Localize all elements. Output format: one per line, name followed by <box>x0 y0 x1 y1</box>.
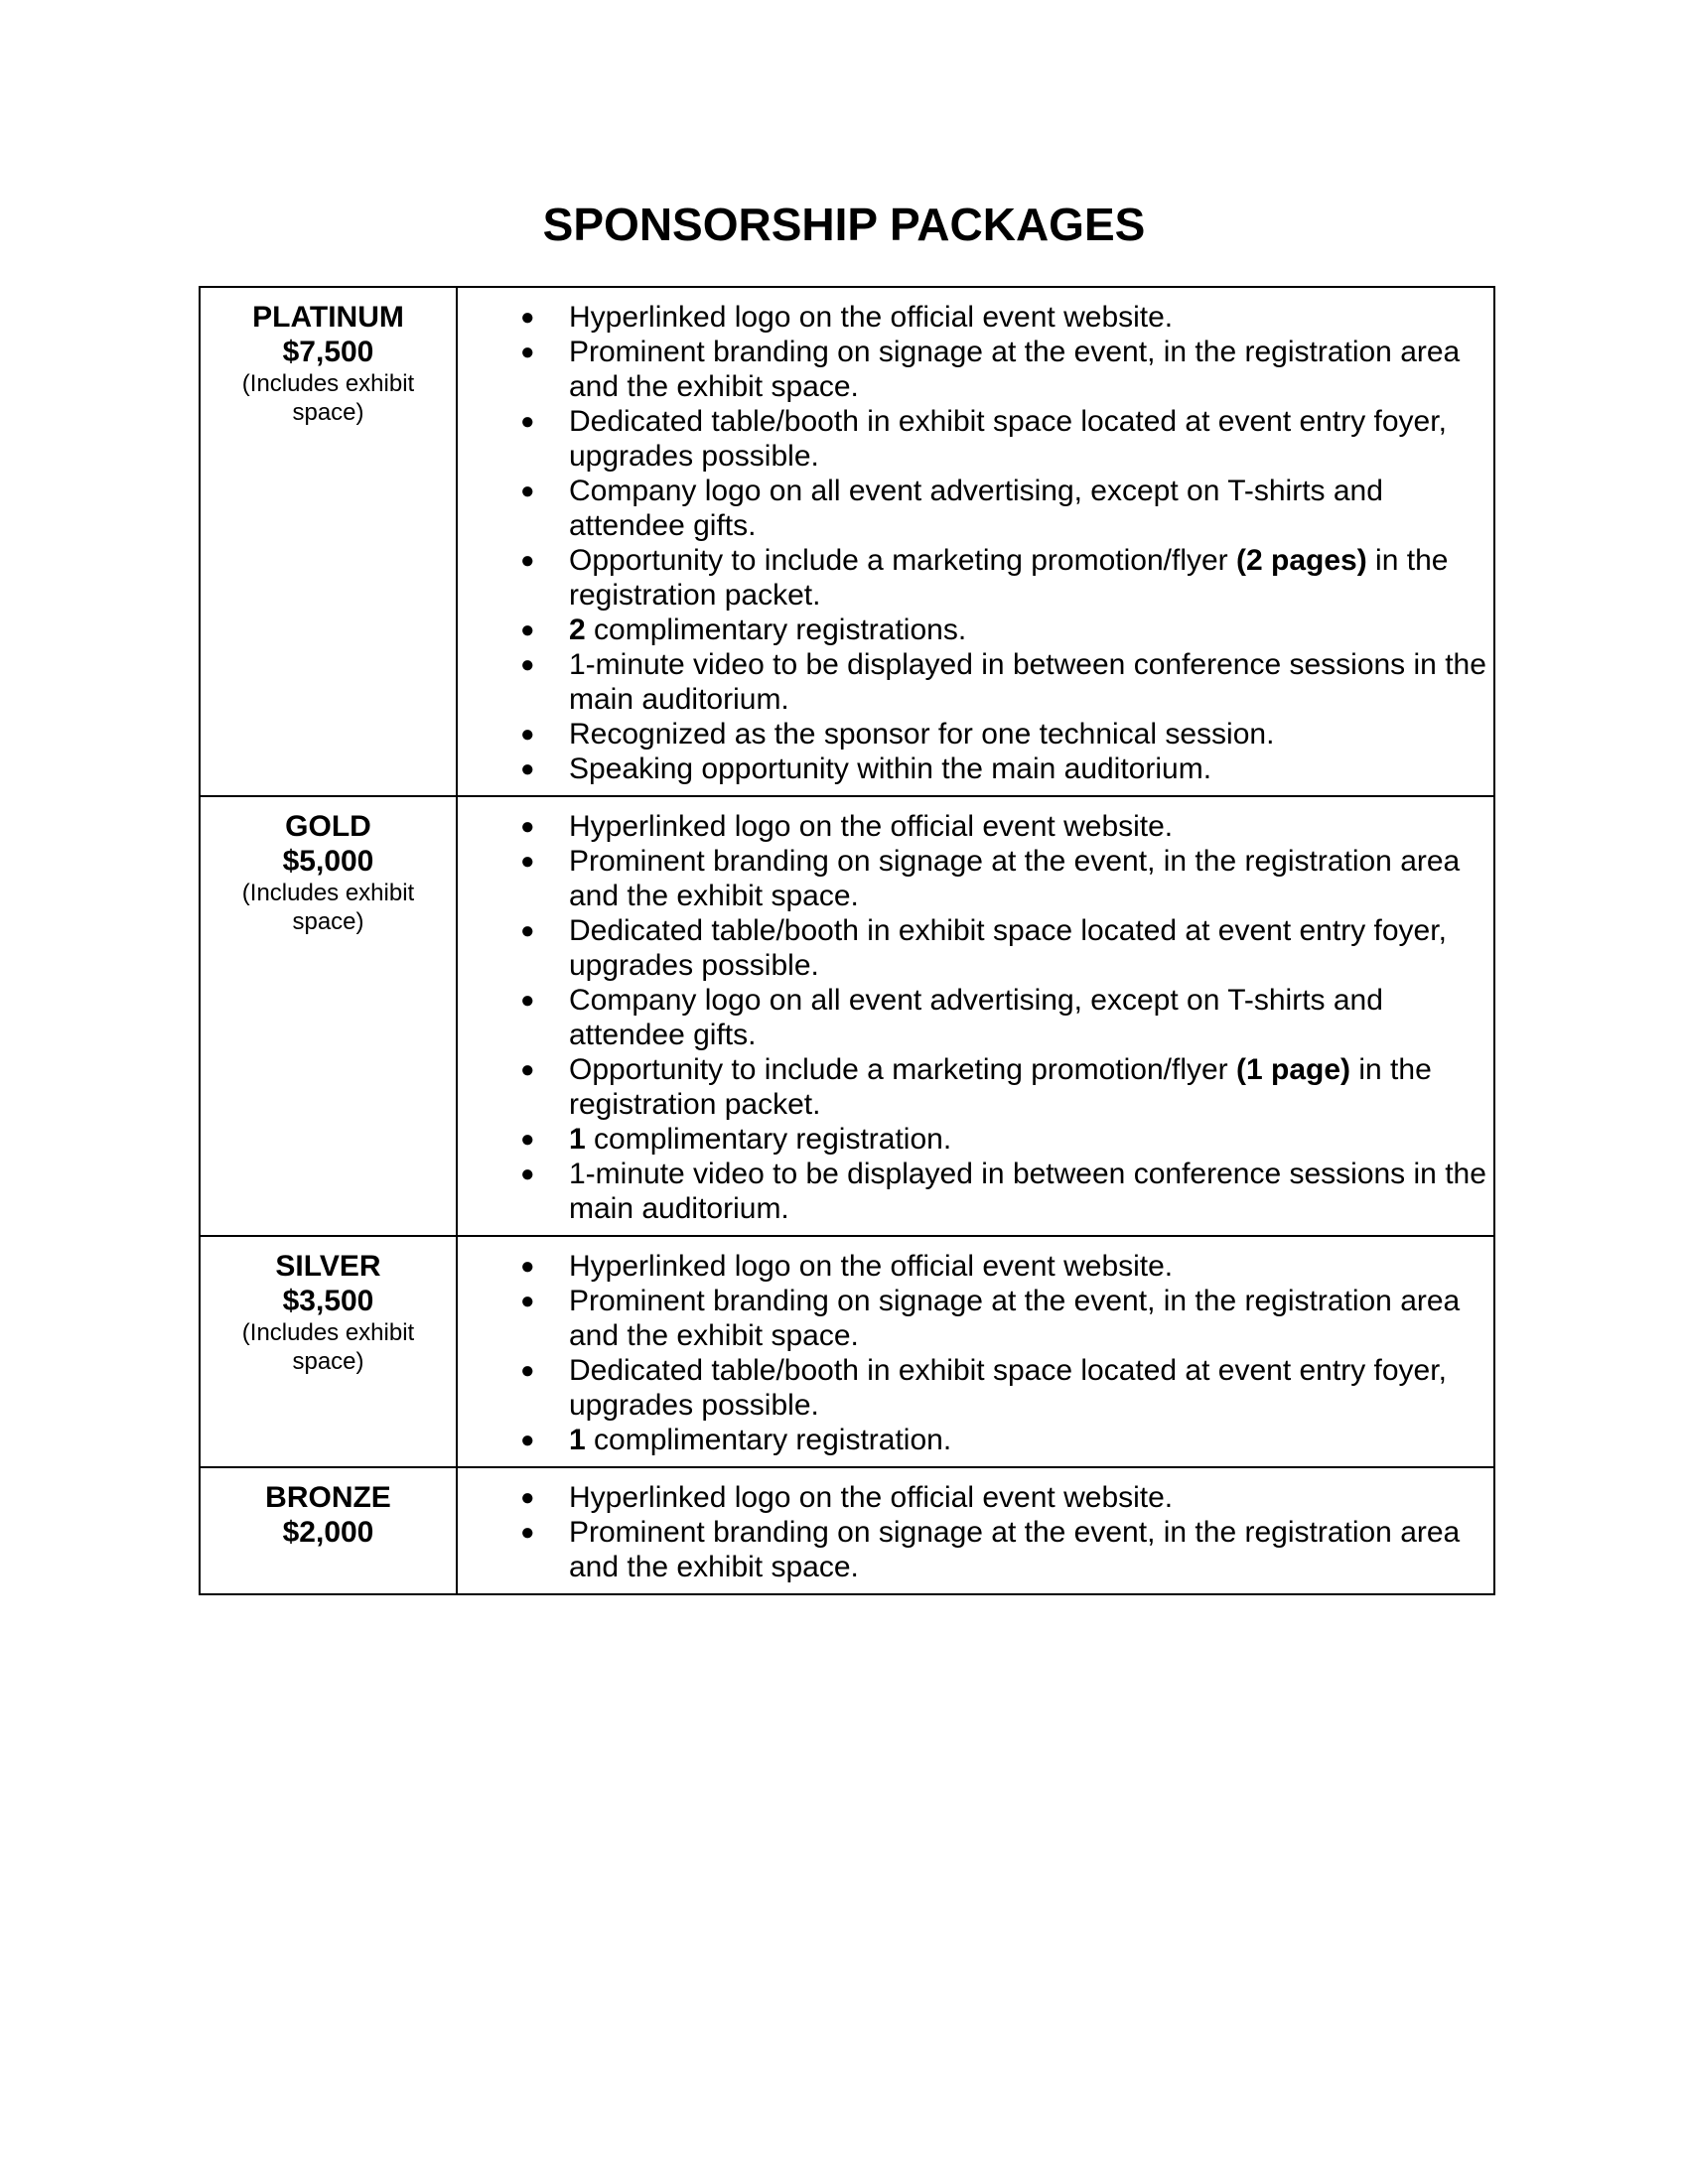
benefit-text: Hyperlinked logo on the official event website. <box>569 1481 1174 1514</box>
benefit-item <box>458 647 1493 717</box>
tier-price: $7,500 <box>282 336 374 368</box>
benefit-item <box>458 335 1493 404</box>
benefit-item <box>458 751 1493 786</box>
benefit-text: Company logo on all event advertising, except on T-shirts and attendee gifts. <box>569 984 1383 1051</box>
benefit-text: Opportunity to include a marketing promotion/flyer <box>569 544 1236 577</box>
benefit-emphasis: (2 pages) <box>1236 544 1367 577</box>
bullet-icon: ● <box>520 848 535 875</box>
bullet-icon: ● <box>520 616 535 643</box>
benefit-text: in the registration packet. <box>569 1053 1432 1121</box>
tier-name: PLATINUM <box>252 301 404 334</box>
benefit-text: Hyperlinked logo on the official event website. <box>569 301 1174 334</box>
benefit-emphasis: 2 <box>569 614 586 646</box>
benefit-text: complimentary registrations. <box>585 614 967 646</box>
tier-price: $3,500 <box>282 1285 374 1317</box>
bullet-icon: ● <box>520 547 535 574</box>
benefit-emphasis: (1 page) <box>1236 1053 1351 1086</box>
benefit-text: Dedicated table/booth in exhibit space located at event entry foyer, upgrades possible. <box>569 405 1447 473</box>
tier-note: (Includes exhibit space) <box>241 880 415 935</box>
benefit-text: Prominent branding on signage at the event, in the registration area and the exhibit space. <box>569 845 1461 912</box>
benefit-text: Prominent branding on signage at the event, in the registration area and the exhibit space. <box>569 336 1461 403</box>
bullet-icon: ● <box>520 408 535 435</box>
bullet-icon: ● <box>520 1484 535 1511</box>
benefits-cell <box>457 796 1494 1236</box>
bullet-icon: ● <box>520 1288 535 1314</box>
package-row-silver <box>200 1236 1494 1467</box>
benefit-text: in the registration packet. <box>569 544 1449 612</box>
bullet-icon: ● <box>520 478 535 504</box>
benefit-text: Dedicated table/booth in exhibit space located at event entry foyer, upgrades possible. <box>569 1354 1447 1422</box>
tier-name: BRONZE <box>265 1481 391 1514</box>
bullet-icon: ● <box>520 1160 535 1187</box>
bullet-icon: ● <box>520 1126 535 1153</box>
benefit-item <box>458 1249 1493 1284</box>
benefit-text: Prominent branding on signage at the event, in the registration area and the exhibit space. <box>569 1516 1461 1583</box>
benefit-text: Hyperlinked logo on the official event website. <box>569 810 1174 843</box>
tier-price: $5,000 <box>282 845 374 878</box>
bullet-icon: ● <box>520 987 535 1014</box>
tier-name: GOLD <box>285 810 371 843</box>
benefit-item <box>458 809 1493 844</box>
tier-price: $2,000 <box>282 1516 374 1549</box>
benefit-item <box>458 1284 1493 1353</box>
benefit-item <box>458 913 1493 983</box>
benefit-text: complimentary registration. <box>585 1123 952 1156</box>
bullet-icon: ● <box>520 1427 535 1453</box>
benefits-cell <box>457 287 1494 796</box>
bullet-icon: ● <box>520 304 535 331</box>
tier-cell <box>200 287 457 796</box>
benefit-item <box>458 717 1493 751</box>
bullet-icon: ● <box>520 917 535 944</box>
benefits-cell <box>457 1236 1494 1467</box>
benefit-text: Opportunity to include a marketing promotion/flyer <box>569 1053 1236 1086</box>
benefits-cell <box>457 1467 1494 1594</box>
bullet-icon: ● <box>520 1253 535 1280</box>
benefit-text: Dedicated table/booth in exhibit space located at event entry foyer, upgrades possible. <box>569 914 1447 982</box>
bullet-icon: ● <box>520 1056 535 1083</box>
benefit-item <box>458 1157 1493 1226</box>
benefit-item <box>458 1353 1493 1423</box>
benefit-item <box>458 844 1493 913</box>
benefit-emphasis: 1 <box>569 1123 586 1156</box>
benefit-text: Speaking opportunity within the main auditorium. <box>569 752 1212 785</box>
tier-note: (Includes exhibit space) <box>241 1319 415 1375</box>
package-row-bronze <box>200 1467 1494 1594</box>
sponsorship-table <box>199 286 1495 1595</box>
benefit-text: 1-minute video to be displayed in between conference sessions in the main auditorium. <box>569 648 1486 716</box>
benefit-list <box>458 1249 1493 1457</box>
tier-cell <box>200 796 457 1236</box>
bullet-icon: ● <box>520 755 535 782</box>
benefit-item <box>458 404 1493 474</box>
sponsorship-table-body <box>200 287 1494 1594</box>
benefit-item <box>458 1122 1493 1157</box>
benefit-text: Company logo on all event advertising, except on T-shirts and attendee gifts. <box>569 475 1383 542</box>
bullet-icon: ● <box>520 721 535 748</box>
tier-cell <box>200 1236 457 1467</box>
bullet-icon: ● <box>520 1357 535 1384</box>
benefit-item <box>458 1515 1493 1584</box>
benefit-text: 1-minute video to be displayed in between conference sessions in the main auditorium. <box>569 1158 1486 1225</box>
benefit-item <box>458 543 1493 613</box>
benefit-item <box>458 1052 1493 1122</box>
tier-name: SILVER <box>275 1250 381 1283</box>
benefit-item <box>458 613 1493 647</box>
page-title: SPONSORSHIP PACKAGES <box>542 199 1146 250</box>
bullet-icon: ● <box>520 651 535 678</box>
benefit-item <box>458 300 1493 335</box>
bullet-icon: ● <box>520 339 535 365</box>
benefit-text: Recognized as the sponsor for one technical session. <box>569 718 1275 751</box>
benefit-text: complimentary registration. <box>585 1424 952 1456</box>
benefit-list <box>458 1480 1493 1584</box>
benefit-item <box>458 983 1493 1052</box>
benefit-text: Prominent branding on signage at the event, in the registration area and the exhibit space. <box>569 1285 1461 1352</box>
bullet-icon: ● <box>520 1519 535 1546</box>
tier-note: (Includes exhibit space) <box>241 370 415 426</box>
package-row-platinum <box>200 287 1494 796</box>
package-row-gold <box>200 796 1494 1236</box>
benefit-text: Hyperlinked logo on the official event website. <box>569 1250 1174 1283</box>
benefit-item <box>458 474 1493 543</box>
benefit-list <box>458 809 1493 1226</box>
benefit-item <box>458 1480 1493 1515</box>
tier-cell <box>200 1467 457 1594</box>
benefit-list <box>458 300 1493 786</box>
benefit-emphasis: 1 <box>569 1424 586 1456</box>
benefit-item <box>458 1423 1493 1457</box>
bullet-icon: ● <box>520 813 535 840</box>
